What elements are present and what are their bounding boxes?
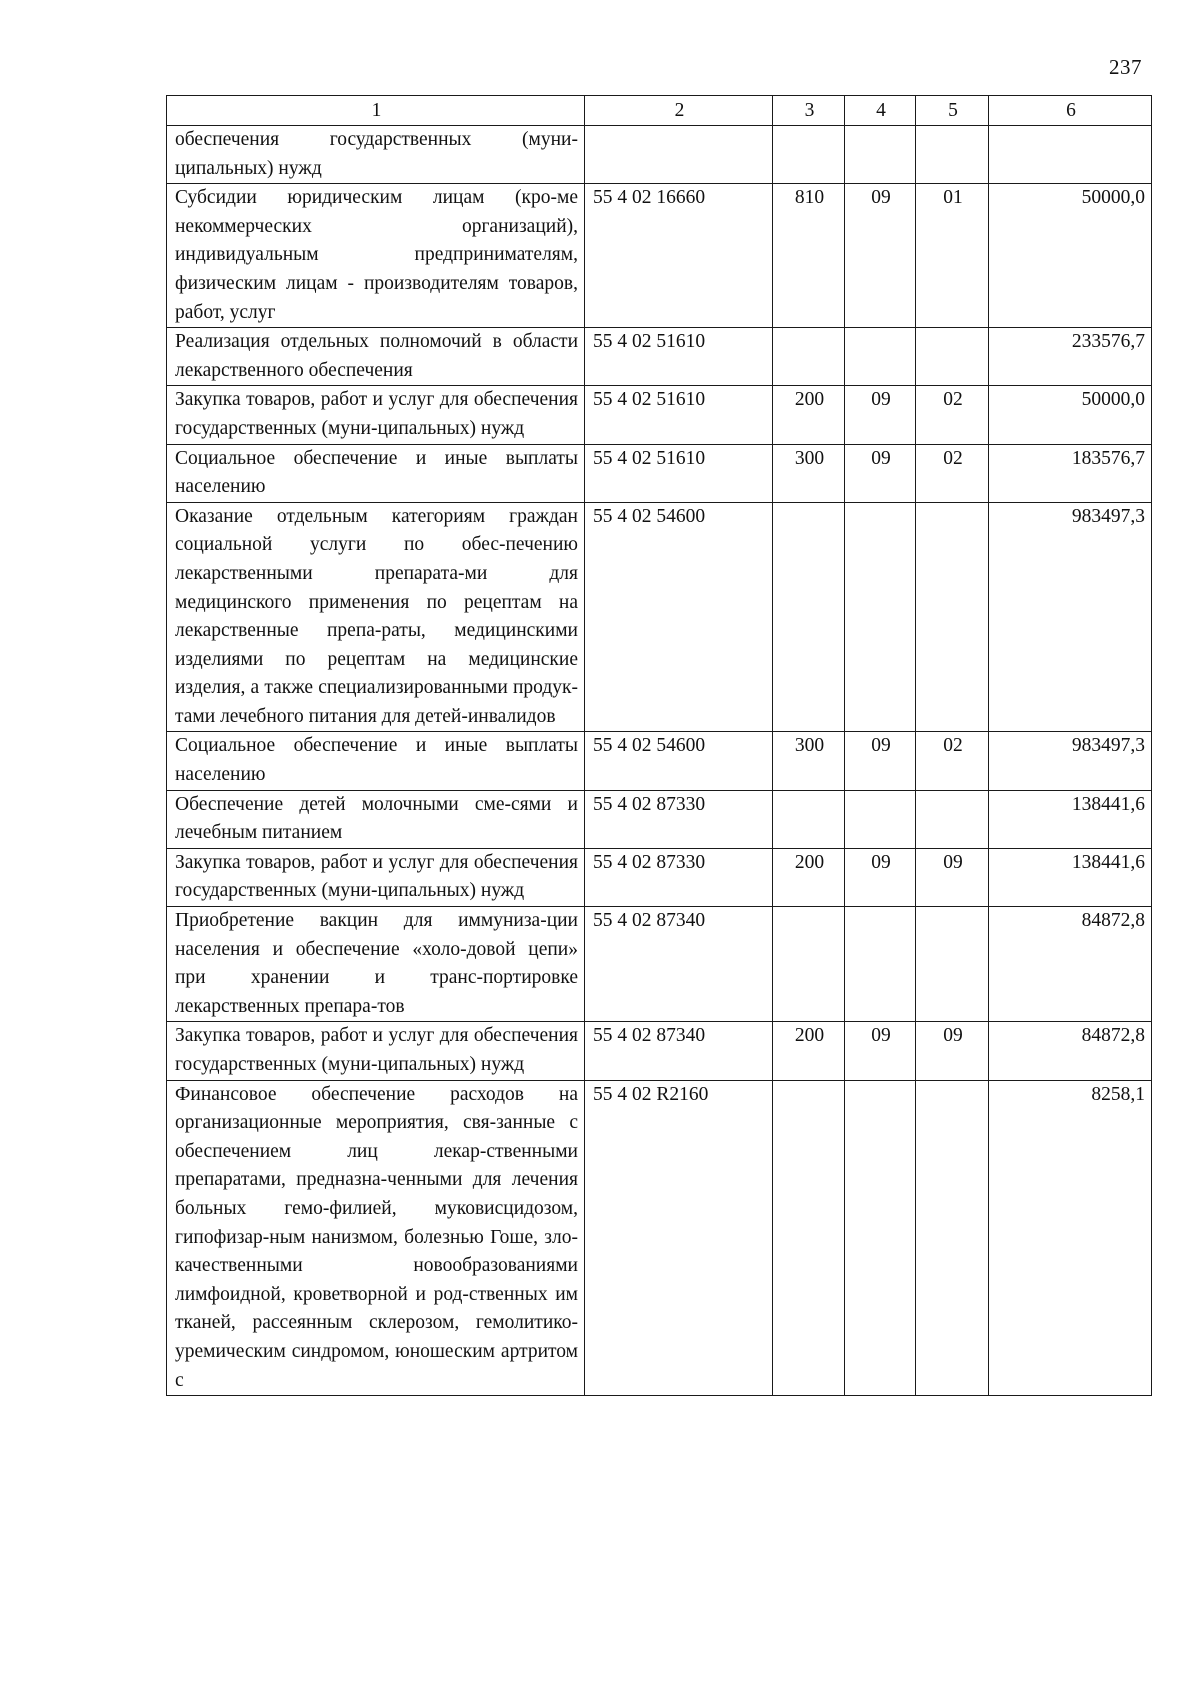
table-row [167,184,1152,328]
expense-type-code [773,126,845,184]
expense-name: Социальное обеспечение и иные выплаты населению [167,732,585,790]
subsection-code: 01 [916,184,989,328]
section-code: 09 [845,184,916,328]
table-row [167,1022,1152,1080]
section-code [845,502,916,732]
column-header: 3 [773,96,845,126]
section-code: 09 [845,732,916,790]
expense-name: обеспечения государственных (муни-ципальных) нужд [167,126,585,184]
section-code: 09 [845,1022,916,1080]
subsection-code [916,1080,989,1396]
amount: 50000,0 [989,184,1152,328]
section-code [845,126,916,184]
table-row [167,1080,1152,1396]
table-row [167,848,1152,906]
expense-name: Оказание отдельным категориям граждан социальной услуги по обес-печению лекарственными препарата-ми для медицинского применения по рецептам на лекарственные препа-раты, медицинскими изделиями по рецептам на медицинские изделия, а также специализированными продук-тами лечебного питания для детей-инвалидов [167,502,585,732]
subsection-code: 02 [916,732,989,790]
table-header-row [167,96,1152,126]
target-code: 55 4 02 R2160 [585,1080,773,1396]
column-header: 2 [585,96,773,126]
expense-type-code: 300 [773,444,845,502]
section-code: 09 [845,848,916,906]
expense-name: Приобретение вакцин для иммуниза-ции населения и обеспечение «холо-довой цепи» при хранении и транс-портировке лекарственных препара-тов [167,907,585,1022]
expense-name: Финансовое обеспечение расходов на организационные мероприятия, свя-занные с обеспечением лиц лекар-ственными препаратами, предназна-ченными для лечения больных гемо-филией, муковисцидозом, гипофизар-ным нанизмом, болезнью Гоше, зло-качественными новообразованиями лимфоидной, кроветворной и род-ственных им тканей, рассеянным склерозом, гемолитико-уремическим синдромом, юношеским артритом с [167,1080,585,1396]
target-code: 55 4 02 87340 [585,1022,773,1080]
subsection-code [916,328,989,386]
table-row [167,444,1152,502]
expense-name: Закупка товаров, работ и услуг для обеспечения государственных (муни-ципальных) нужд [167,386,585,444]
section-code [845,328,916,386]
target-code [585,126,773,184]
column-header: 1 [167,96,585,126]
amount [989,126,1152,184]
amount: 8258,1 [989,1080,1152,1396]
table-row [167,907,1152,1022]
budget-table [166,95,1152,1396]
target-code: 55 4 02 51610 [585,444,773,502]
target-code: 55 4 02 87330 [585,848,773,906]
subsection-code: 02 [916,386,989,444]
section-code [845,790,916,848]
column-header: 5 [916,96,989,126]
column-header: 6 [989,96,1152,126]
expense-type-code [773,1080,845,1396]
table-row [167,328,1152,386]
expense-name: Реализация отдельных полномочий в области лекарственного обеспечения [167,328,585,386]
target-code: 55 4 02 16660 [585,184,773,328]
table-row [167,790,1152,848]
amount: 983497,3 [989,502,1152,732]
expense-type-code [773,907,845,1022]
expense-name: Обеспечение детей молочными сме-сями и лечебным питанием [167,790,585,848]
expense-name: Субсидии юридическим лицам (кро-ме некоммерческих организаций), индивидуальным предпринимателям, физическим лицам - производителям товаров, работ, услуг [167,184,585,328]
expense-type-code [773,328,845,386]
expense-type-code: 300 [773,732,845,790]
expense-type-code: 200 [773,386,845,444]
subsection-code: 09 [916,1022,989,1080]
expense-type-code: 200 [773,1022,845,1080]
target-code: 55 4 02 54600 [585,502,773,732]
amount: 183576,7 [989,444,1152,502]
target-code: 55 4 02 54600 [585,732,773,790]
expense-type-code: 200 [773,848,845,906]
expense-name: Социальное обеспечение и иные выплаты населению [167,444,585,502]
amount: 138441,6 [989,790,1152,848]
table-row [167,126,1152,184]
amount: 138441,6 [989,848,1152,906]
amount: 233576,7 [989,328,1152,386]
subsection-code [916,907,989,1022]
target-code: 55 4 02 51610 [585,386,773,444]
amount: 983497,3 [989,732,1152,790]
expense-type-code: 810 [773,184,845,328]
section-code [845,907,916,1022]
table-row [167,502,1152,732]
section-code: 09 [845,444,916,502]
amount: 50000,0 [989,386,1152,444]
amount: 84872,8 [989,907,1152,1022]
expense-name: Закупка товаров, работ и услуг для обеспечения государственных (муни-ципальных) нужд [167,848,585,906]
section-code: 09 [845,386,916,444]
table-row [167,732,1152,790]
subsection-code: 09 [916,848,989,906]
target-code: 55 4 02 87340 [585,907,773,1022]
subsection-code [916,790,989,848]
target-code: 55 4 02 51610 [585,328,773,386]
section-code [845,1080,916,1396]
expense-name: Закупка товаров, работ и услуг для обеспечения государственных (муни-ципальных) нужд [167,1022,585,1080]
subsection-code: 02 [916,444,989,502]
subsection-code [916,502,989,732]
column-header: 4 [845,96,916,126]
amount: 84872,8 [989,1022,1152,1080]
expense-type-code [773,790,845,848]
expense-type-code [773,502,845,732]
table-row [167,386,1152,444]
page-number: 237 [1109,55,1142,79]
target-code: 55 4 02 87330 [585,790,773,848]
subsection-code [916,126,989,184]
